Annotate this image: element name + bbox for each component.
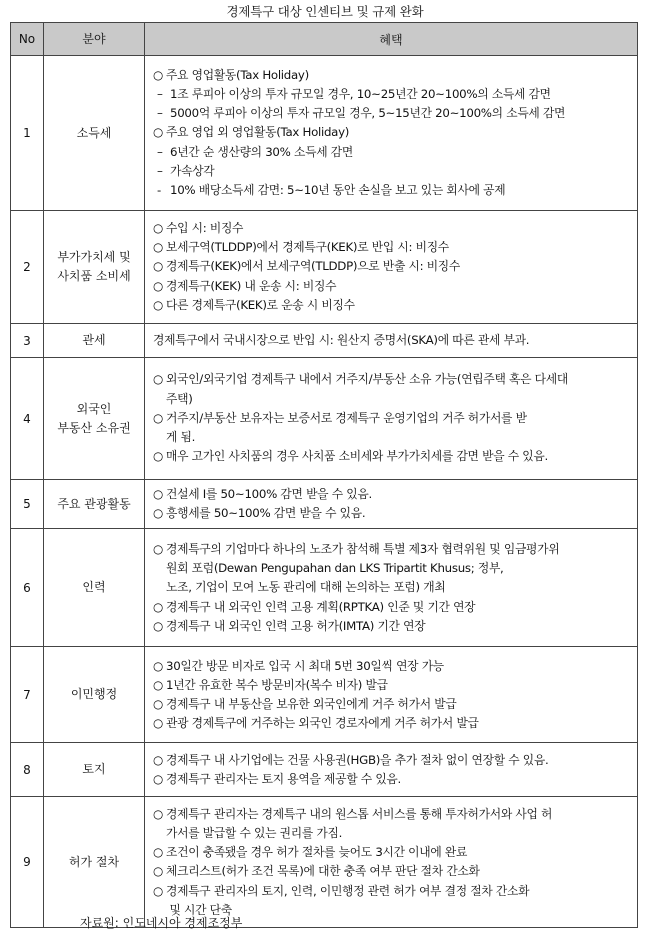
benefit-item — [153, 331, 631, 350]
benefit-text: 건설세 I를 50~100% 감면 받을 수 있음. — [166, 487, 372, 501]
circle-bullet-icon: ○ — [153, 410, 163, 425]
circle-bullet-icon: ○ — [153, 677, 163, 692]
circle-bullet-icon: ○ — [153, 696, 163, 711]
benefit-text: 매우 고가인 사치품의 경우 사치품 소비세와 부가가치세를 감면 받을 수 있음. — [166, 449, 548, 464]
table-row — [11, 797, 638, 928]
incentive-table — [10, 22, 638, 928]
circle-bullet-icon: ○ — [153, 240, 163, 255]
benefit-text: 경제특구 관리자는 경제특구 내의 원스톱 서비스를 통해 투자허가서와 사업 허 가서를 발급할 수 있는 권리를 가짐. — [166, 806, 553, 840]
circle-bullet-icon: ○ — [153, 752, 163, 767]
benefit-text: 관광 경제특구에 거주하는 외국인 경로자에게 거주 허가서 발급 — [166, 716, 479, 731]
benefit-item — [153, 409, 631, 447]
benefit-item — [153, 504, 631, 523]
benefit-text: 가속상각 — [170, 163, 215, 178]
benefit-text: 경제특구 관리자는 토지 용역을 제공할 수 있음. — [166, 771, 401, 786]
row-number: 4 — [11, 358, 44, 480]
row-benefits — [145, 647, 638, 743]
row-field: 허가 절차 — [44, 797, 145, 928]
circle-bullet-icon: ○ — [153, 599, 163, 614]
row-benefits — [145, 743, 638, 797]
benefit-item — [153, 277, 631, 296]
benefit-text: 경제특구 내 부동산을 보유한 외국인에게 거주 허가서 발급 — [166, 696, 457, 711]
benefit-text: 5000억 루피아 이상의 투자 규모일 경우, 5~15년간 20~100%의 소득세 감면 — [170, 106, 566, 121]
circle-bullet-icon: ○ — [153, 372, 163, 387]
benefit-text: 경제특구(KEK)에서 보세구역(TLDDP)으로 반출 시: 비징수 — [166, 259, 460, 274]
benefit-item — [153, 181, 631, 200]
benefit-text: 경제특구의 기업마다 하나의 노조가 참석해 특별 제3자 협력위원 및 임금평가위 원회 포럼(Dewan Pengupahan dan LKS Tripartit Khusus; 정부, 노조, 기업이 모여 노동 관리에 대해 논의하는 포럼) 개최 — [166, 541, 560, 595]
dash-bullet-icon: – — [157, 163, 163, 178]
row-number: 7 — [11, 647, 44, 743]
row-field: 관세 — [44, 324, 145, 358]
benefit-item — [153, 676, 631, 695]
row-number: 9 — [11, 797, 44, 928]
table-row — [11, 56, 638, 211]
table-row — [11, 480, 638, 529]
benefit-item — [153, 123, 631, 142]
benefit-item — [153, 296, 631, 315]
row-field: 인력 — [44, 529, 145, 647]
header-no: No — [11, 23, 44, 56]
table-row — [11, 324, 638, 358]
benefit-text: 30일간 방문 비자로 입국 시 최대 5번 30일씩 연장 가능 — [166, 658, 444, 673]
row-benefits — [145, 358, 638, 480]
benefit-text: 경제특구 관리자의 토지, 인력, 이민행정 관련 허가 여부 결정 절차 간소화 및 시간 단축 — [166, 883, 530, 917]
benefit-item — [153, 257, 631, 276]
benefit-item — [153, 219, 631, 238]
table-title: 경제특구 대상 인센티브 및 규제 완화 — [226, 4, 424, 19]
benefit-text: 1년간 유효한 복수 방문비자(복수 비자) 발급 — [166, 677, 388, 692]
row-field: 소득세 — [44, 56, 145, 211]
circle-bullet-icon: ○ — [153, 658, 163, 673]
row-number: 8 — [11, 743, 44, 797]
row-benefits — [145, 480, 638, 529]
benefit-text: 경제특구 내 사기업에는 건물 사용권(HGB)을 추가 절차 없이 연장할 수 있음. — [166, 752, 549, 767]
benefit-text: 경제특구 내 외국인 인력 고용 허가(IMTA) 기간 연장 — [166, 618, 426, 633]
table-row — [11, 358, 638, 480]
header-benefit: 혜택 — [145, 23, 638, 56]
circle-bullet-icon: ○ — [153, 506, 163, 521]
benefit-item — [153, 862, 631, 881]
table-row — [11, 211, 638, 324]
circle-bullet-icon: ○ — [153, 487, 163, 501]
table-row — [11, 743, 638, 797]
dash-bullet-icon: – — [157, 86, 163, 101]
circle-bullet-icon: ○ — [153, 220, 163, 235]
benefit-item — [153, 104, 631, 123]
benefit-item — [153, 770, 631, 789]
benefit-text: 흥행세를 50~100% 감면 받을 수 있음. — [166, 506, 366, 521]
row-field: 이민행정 — [44, 647, 145, 743]
benefit-item — [153, 85, 631, 104]
benefit-item — [153, 540, 631, 598]
table-body — [11, 56, 638, 928]
row-benefits — [145, 529, 638, 647]
benefit-text: 거주지/부동산 보유자는 보증서로 경제특구 운영기업의 거주 허가서를 받 게 됨. — [166, 410, 527, 445]
benefit-item — [153, 617, 631, 636]
benefit-item — [153, 370, 631, 408]
circle-bullet-icon: ○ — [153, 67, 163, 82]
benefit-item — [153, 714, 631, 733]
row-number: 2 — [11, 211, 44, 324]
benefit-text: 외국인/외국기업 경제특구 내에서 거주지/부동산 소유 가능(연립주택 혹은 다세대 주택) — [166, 372, 568, 406]
benefit-text: 경제특구에서 국내시장으로 반입 시: 원산지 증명서(SKA)에 따른 관세 부과. — [153, 332, 530, 347]
circle-bullet-icon: ○ — [153, 297, 163, 312]
circle-bullet-icon: ○ — [153, 618, 163, 633]
benefit-item — [153, 162, 631, 181]
benefit-item — [153, 751, 631, 770]
circle-bullet-icon: ○ — [153, 259, 163, 274]
benefit-item — [153, 695, 631, 714]
benefit-item — [153, 485, 631, 504]
benefit-text: 조건이 충족됐을 경우 허가 절차를 늦어도 3시간 이내에 완료 — [166, 845, 468, 860]
benefit-item — [153, 598, 631, 617]
benefit-text: 다른 경제특구(KEK)로 운송 시 비징수 — [166, 297, 355, 312]
table-row — [11, 647, 638, 743]
benefit-text: 경제특구 내 외국인 인력 고용 계획(RPTKA) 인준 및 기간 연장 — [166, 599, 476, 614]
benefit-text: 주요 영업 외 영업활동(Tax Holiday) — [166, 125, 350, 140]
circle-bullet-icon: ○ — [153, 449, 163, 464]
circle-bullet-icon: ○ — [153, 278, 163, 293]
circle-bullet-icon: ○ — [153, 806, 163, 821]
benefit-item — [153, 843, 631, 862]
circle-bullet-icon: ○ — [153, 883, 163, 898]
benefit-text: 10% 배당소득세 감면: 5~10년 동안 손실을 보고 있는 회사에 공제 — [170, 183, 506, 197]
benefit-text: 1조 루피아 이상의 투자 규모일 경우, 10~25년간 20~100%의 소득세 감면 — [170, 86, 551, 101]
header-row — [11, 23, 638, 56]
row-field: 주요 관광활동 — [44, 480, 145, 529]
benefit-item — [153, 447, 631, 466]
row-number: 6 — [11, 529, 44, 647]
dash-bullet-icon: – — [157, 144, 163, 159]
row-benefits — [145, 56, 638, 211]
benefit-item — [153, 238, 631, 257]
source-note: 자료원: 인도네시아 경제조정부 — [80, 916, 243, 930]
row-benefits — [145, 324, 638, 358]
circle-bullet-icon: ○ — [153, 771, 163, 786]
row-number: 5 — [11, 480, 44, 529]
benefit-item — [153, 805, 631, 843]
row-benefits — [145, 211, 638, 324]
benefit-text: 보세구역(TLDDP)에서 경제특구(KEK)로 반입 시: 비징수 — [166, 240, 449, 255]
benefit-text: 6년간 순 생산량의 30% 소득세 감면 — [170, 144, 353, 159]
row-number: 1 — [11, 56, 44, 211]
circle-bullet-icon: ○ — [153, 845, 163, 860]
header-field: 분야 — [44, 23, 145, 56]
row-number: 3 — [11, 324, 44, 358]
benefit-text: 체크리스트(허가 조건 목록)에 대한 충족 여부 판단 절차 간소화 — [166, 864, 480, 879]
benefit-item — [153, 143, 631, 162]
row-benefits — [145, 797, 638, 928]
benefit-item — [153, 657, 631, 676]
benefit-item — [153, 66, 631, 85]
dash-bullet-icon: - — [157, 183, 161, 197]
circle-bullet-icon: ○ — [153, 716, 163, 731]
circle-bullet-icon: ○ — [153, 125, 163, 140]
row-field: 부가가치세 및 사치품 소비세 — [44, 211, 145, 324]
row-field: 토지 — [44, 743, 145, 797]
benefit-text: 수입 시: 비징수 — [166, 220, 244, 235]
circle-bullet-icon: ○ — [153, 541, 163, 556]
row-field: 외국인 부동산 소유권 — [44, 358, 145, 480]
dash-bullet-icon: – — [157, 106, 163, 121]
benefit-text: 경제특구(KEK) 내 운송 시: 비징수 — [166, 278, 337, 293]
table-row — [11, 529, 638, 647]
circle-bullet-icon: ○ — [153, 864, 163, 879]
benefit-text: 주요 영업활동(Tax Holiday) — [166, 67, 309, 82]
